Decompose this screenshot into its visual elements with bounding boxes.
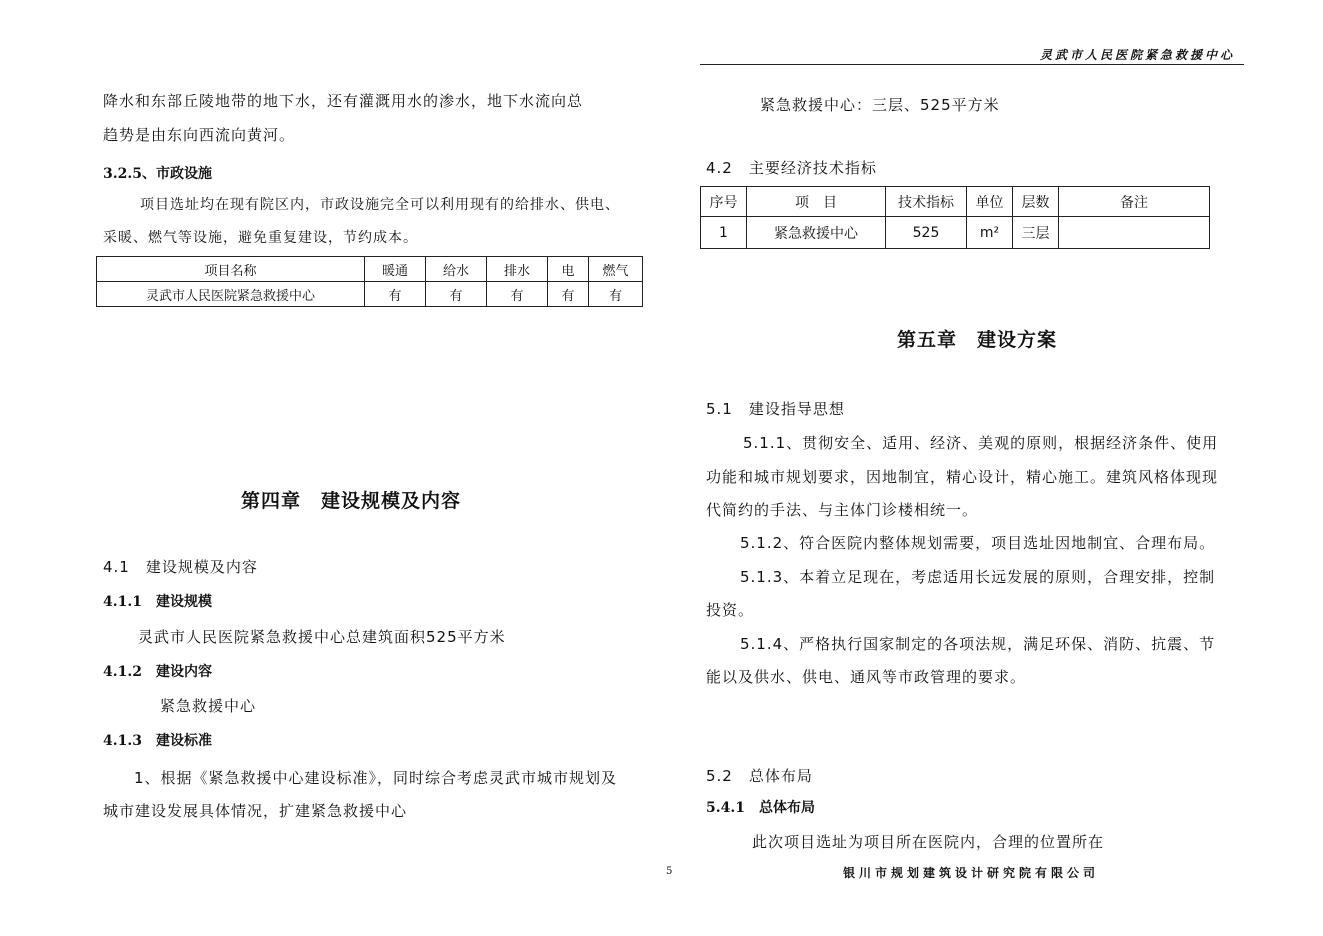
- table-header-cell: 给水: [426, 257, 487, 282]
- table-header-row: [97, 257, 643, 282]
- section-heading-3-2-5: 3.2.5、市政设施: [103, 166, 212, 182]
- table-header-cell: 燃气: [589, 257, 643, 282]
- table-row: [701, 217, 1210, 249]
- paragraph-line: 城市建设发展具体情况，扩建紧急救援中心: [103, 802, 408, 820]
- table-cell: 1: [701, 217, 747, 249]
- table-header-cell: 暖通: [365, 257, 426, 282]
- running-header-title: 灵武市人民医院紧急救援中心: [1040, 48, 1236, 62]
- table-cell: 525: [886, 217, 967, 249]
- table-header-cell: 备注: [1059, 187, 1210, 217]
- section-heading-5-4-1: 5.4.1 总体布局: [706, 800, 815, 816]
- table-cell: m²: [967, 217, 1013, 249]
- table-cell: 有: [548, 282, 589, 307]
- chapter-title-4: 第四章 建设规模及内容: [241, 490, 462, 512]
- economic-indicator-table: [700, 186, 1210, 249]
- table-cell: 灵武市人民医院紧急救援中心: [97, 282, 365, 307]
- table-cell: 三层: [1013, 217, 1059, 249]
- section-heading-5-2: 5.2 总体布局: [706, 767, 813, 785]
- footer-organization: 银川市规划建筑设计研究院有限公司: [843, 866, 1100, 880]
- paragraph-line: 5.1.3、本着立足现在，考虑适用长远发展的原则，合理安排，控制: [740, 568, 1216, 586]
- utility-table: [96, 256, 643, 307]
- table-header-row: [701, 187, 1210, 217]
- table-header-cell: 电: [548, 257, 589, 282]
- paragraph-line: 此次项目选址为项目所在医院内，合理的位置所在: [752, 833, 1105, 851]
- section-heading-4-1-2: 4.1.2 建设内容: [103, 664, 212, 680]
- table-header-cell: 层数: [1013, 187, 1059, 217]
- table-cell: [1059, 217, 1210, 249]
- table-row: [97, 282, 643, 307]
- table-cell: 有: [589, 282, 643, 307]
- paragraph-line: 灵武市人民医院紧急救援中心总建筑面积525平方米: [138, 628, 506, 646]
- table-header-cell: 项 目: [747, 187, 886, 217]
- paragraph-line: 趋势是由东向西流向黄河。: [103, 126, 296, 144]
- table-header-cell: 排水: [487, 257, 548, 282]
- section-heading-4-1: 4.1 建设规模及内容: [103, 558, 258, 576]
- paragraph-line: 采暖、燃气等设施，避免重复建设，节约成本。: [103, 230, 418, 246]
- paragraph-line: 项目选址均在现有院区内，市政设施完全可以利用现有的给排水、供电、: [140, 197, 620, 213]
- header-rule: [700, 64, 1244, 65]
- table-header-cell: 技术指标: [886, 187, 967, 217]
- paragraph-line: 功能和城市规划要求，因地制宜，精心设计，精心施工。建筑风格体现现: [706, 468, 1219, 486]
- table-cell: 有: [487, 282, 548, 307]
- paragraph-line: 紧急救援中心：三层、525平方米: [760, 96, 1000, 114]
- section-heading-4-2: 4.2 主要经济技术指标: [706, 159, 877, 177]
- paragraph-line: 5.1.4、严格执行国家制定的各项法规，满足环保、消防、抗震、节: [740, 635, 1216, 653]
- table-header-cell: 单位: [967, 187, 1013, 217]
- section-heading-5-1: 5.1 建设指导思想: [706, 400, 845, 418]
- table-header-cell: 项目名称: [97, 257, 365, 282]
- table-cell: 紧急救援中心: [747, 217, 886, 249]
- paragraph-line: 降水和东部丘陵地带的地下水，还有灌溉用水的渗水，地下水流向总: [103, 92, 584, 110]
- paragraph-line: 投资。: [706, 601, 755, 619]
- paragraph-line: 1、根据《紧急救援中心建设标准》，同时综合考虑灵武市城市规划及: [134, 769, 618, 787]
- page-number: 5: [666, 866, 673, 877]
- paragraph-line: 能以及供水、供电、通风等市政管理的要求。: [706, 668, 1027, 686]
- chapter-title-5: 第五章 建设方案: [897, 329, 1058, 351]
- paragraph-line: 5.1.2、符合医院内整体规划需要，项目选址因地制宜、合理布局。: [740, 534, 1216, 552]
- section-heading-4-1-1: 4.1.1 建设规模: [103, 594, 212, 610]
- table-header-cell: 序号: [701, 187, 747, 217]
- paragraph-line: 代简约的手法、与主体门诊楼相统一。: [706, 501, 979, 519]
- paragraph-line: 5.1.1、贯彻安全、适用、经济、美观的原则，根据经济条件、使用: [743, 434, 1219, 452]
- table-cell: 有: [365, 282, 426, 307]
- table-cell: 有: [426, 282, 487, 307]
- section-heading-4-1-3: 4.1.3 建设标准: [103, 733, 212, 749]
- paragraph-line: 紧急救援中心: [160, 697, 257, 715]
